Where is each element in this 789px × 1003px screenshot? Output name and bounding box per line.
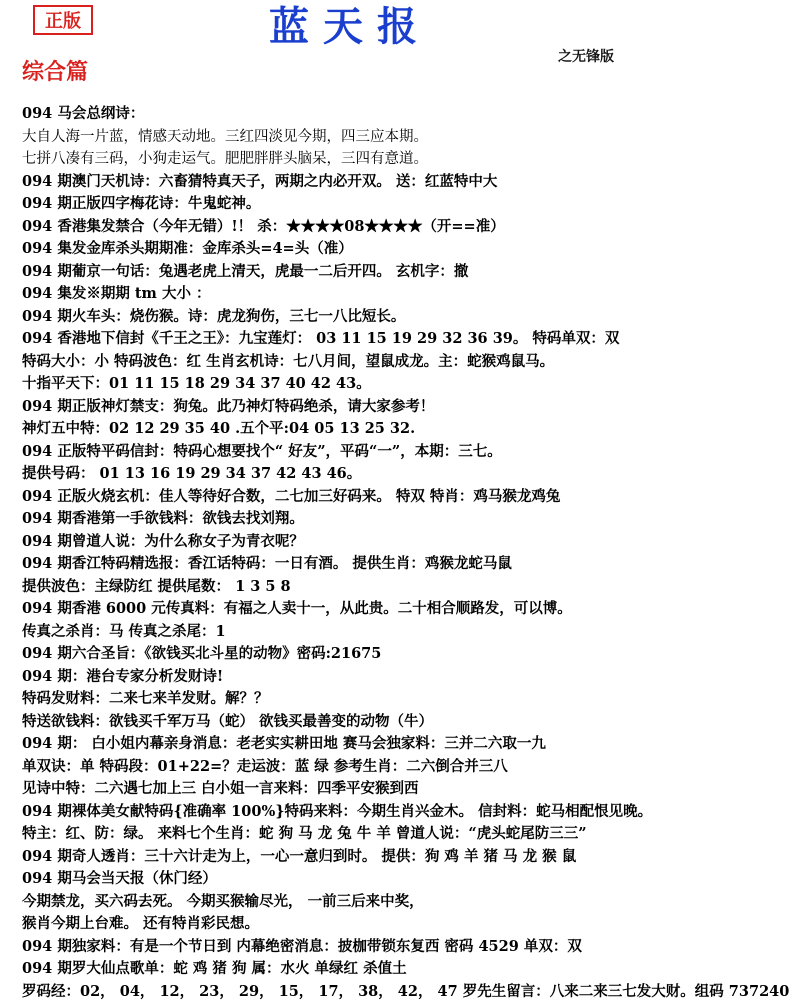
text-line: 094 期罗大仙点歌单：蛇 鸡 猪 狗 属：水火 单绿红 杀值土 [22, 958, 712, 981]
text-line: 094 马会总纲诗： [22, 103, 712, 126]
text-line: 094 期正版四字梅花诗：牛鬼蛇神。 [22, 193, 712, 216]
text-line: 特码大小：小 特码波色：红 生肖玄机诗：七八月间，望鼠成龙。主：蛇猴鸡鼠马。 [22, 351, 712, 374]
text-line: 094 期香港第一手欲钱料：欲钱去找刘翔。 [22, 508, 712, 531]
text-line: 094 期： 白小姐内幕亲身消息：老老实实耕田地 赛马会独家料：三并二六取一九 [22, 733, 712, 756]
text-line: 094 期澳门天机诗：六畜猜特真天子，两期之内必开双。 送：红蓝特中大 [22, 171, 712, 194]
section-heading: 综合篇 [22, 58, 88, 88]
text-line: 094 期独家料：有是一个节日到 内幕绝密消息：披枷带锁东复西 密码 4529 单双：双 [22, 936, 712, 959]
text-line: 特码发财料：二来七来羊发财。解？？ [22, 688, 712, 711]
text-line: 十指平天下：01 11 15 18 29 34 37 40 42 43。 [22, 373, 712, 396]
text-line: 今期禁龙，买六码去死。 今期买猴输尽光， 一前三后来中奖， [22, 891, 712, 914]
text-line: 094 期六合圣旨：《欲钱买北斗星的动物》密码:21675 [22, 643, 712, 666]
text-line: 见诗中特：二六遇七加上三 白小姐一言来料：四季平安猴到西 [22, 778, 712, 801]
text-line: 罗码经：02， 04， 12， 23， 29， 15， 17， 38， 42， 47 罗先生留言：八来二来三七发大财。组码 737240 [22, 981, 712, 1003]
text-line: 094 期马会当天报（休门经） [22, 868, 712, 891]
text-line: 094 期火车头：烧伤猴。诗：虎龙狗伤，三七一八比短长。 [22, 306, 712, 329]
text-line: 094 期曾道人说：为什么称女子为青衣呢？ [22, 531, 712, 554]
text-line: 094 期葡京一句话：兔遇老虎上清天，虎最一二后开四。 玄机字：撤 [22, 261, 712, 284]
text-line: 094 期奇人透肖：三十六计走为上，一心一意归到时。 提供：狗 鸡 羊 猪 马 龙 猴 鼠 [22, 846, 712, 869]
page-header [0, 0, 713, 100]
text-line: 特送欲钱料：欲钱买千军万马（蛇） 欲钱买最善变的动物（牛） [22, 711, 712, 734]
text-line: 提供号码： 01 13 16 19 29 34 37 42 43 46。 [22, 463, 712, 486]
text-line: 猴肖今期上台难。 还有特肖彩民想。 [22, 913, 712, 936]
text-line: 094 集发金库杀头期期准：金库杀头=4=头（准） [22, 238, 712, 261]
text-line: 094 期裸体美女献特码{准确率 100%}特码来料：今期生肖兴金木。 信封料：蛇马相配恨见晚。 [22, 801, 712, 824]
edition-badge: 正版 [33, 5, 93, 35]
text-line: 单双诀：单 特码段：01+22=？走运波：蓝 绿 参考生肖：二六倒合并三八 [22, 756, 712, 779]
edition-label: 之无锋版 [558, 46, 614, 66]
text-line: 神灯五中特：02 12 29 35 40 .五个平:04 05 13 25 32. [22, 418, 712, 441]
text-line: 094 正版特平码信封：特码心想要找个“ 好友”，平码“一”，本期：三七。 [22, 441, 712, 464]
text-line: 094 集发※期期 tm 大小 ： [22, 283, 712, 306]
text-line: 特主：红、防：绿。 来料七个生肖：蛇 狗 马 龙 兔 牛 羊 曾道人说：“虎头蛇尾防三三” [22, 823, 712, 846]
text-line: 094 期：港台专家分析发财诗! [22, 666, 712, 689]
text-line: 七拼八凑有三码，小狗走运气。肥肥胖胖头脑呆，三四有意道。 [22, 148, 712, 171]
text-line: 094 香港集发禁合（今年无错）!！ 杀：★★★★08★★★★（开==准） [22, 216, 712, 239]
page-title: 蓝天报 [250, 2, 450, 52]
text-line: 094 期香港 6000 元传真料：有福之人卖十一，从此贵。二十相合顺路发，可以博。 [22, 598, 712, 621]
document-body [22, 103, 712, 1003]
text-line: 094 期香江特码精选报：香江话特码：一日有酒。 提供生肖：鸡猴龙蛇马鼠 [22, 553, 712, 576]
text-line: 094 正版火烧玄机：佳人等待好合数，二七加三好码来。 特双 特肖：鸡马猴龙鸡兔 [22, 486, 712, 509]
text-line: 传真之杀肖：马 传真之杀尾：1 [22, 621, 712, 644]
text-line: 094 香港地下信封《千王之王》：九宝莲灯： 03 11 15 19 29 32 36 39。 特码单双：双 [22, 328, 712, 351]
text-line: 大自人海一片蓝，情感天动地。三红四淡见今期，四三应本期。 [22, 126, 712, 149]
text-line: 提供波色：主绿防红 提供尾数： 1 3 5 8 [22, 576, 712, 599]
text-line: 094 期正版神灯禁支：狗兔。此乃神灯特码绝杀，请大家参考！ [22, 396, 712, 419]
